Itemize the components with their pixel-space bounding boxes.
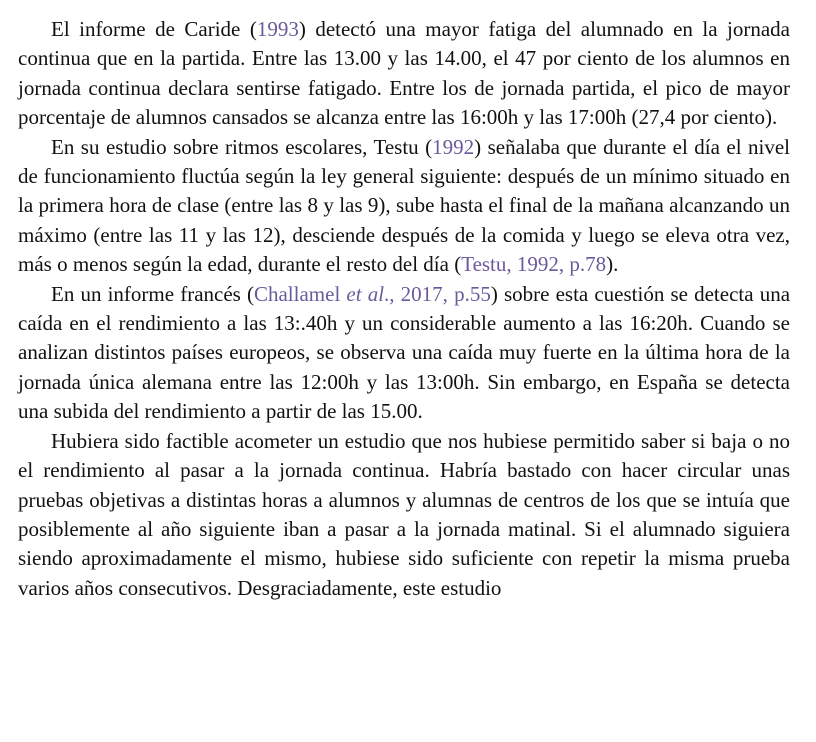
paragraph-challamel [18,280,790,427]
paragraph-text: ) sobre esta cuestión se detecta una caída en el rendimiento a las 13:.40h y un considerable aumento a las 16:20h. Cuando se analizan distintos países europeos, se observa una caída muy fuerte en la última hora de la jornada única alemana entre las 12:00h y las 13:00h. Sin embargo, en España se detecta una subida del rendimiento a partir de las 15.00. [18,281,791,424]
citation-link[interactable]: ., 2017, p.55 [384,281,491,306]
paragraph-text: ) detectó una mayor fatiga del alumnado en la jornada continua que en la partida. Entre las 13.00 y las 14.00, el 47 por ciento de los alumnos en jornada continua declara sentirse fatigado. Entre los de jornada partida, el pico de mayor porcentaje de alumnos cansados se alcanza entre las 16:00h y las 17:00h (27,4 por ciento). [18,17,790,130]
citation-link[interactable]: 1992 [432,134,475,159]
paragraph-text: ) señalaba que durante el día el nivel de funcionamiento fluctúa según la ley general siguiente: después de un mínimo situado en la primera hora de clase (entre las 8 y las 9), sube hasta el final de la mañana alcanzando un máximo (entre las 11 y las 12), desciende después de la comida y luego se eleva otra vez, más o menos según la edad, durante el resto del día ( [18,134,791,277]
citation-link[interactable]: 1993 [256,17,299,41]
paragraph-text: Hubiera sido factible acometer un estudio que nos hubiese permitido saber si baja o no el rendimiento al pasar a la jornada continua. Habría bastado con hacer circular unas pruebas objetivas a distintas horas a alumnos y alumnas de centros de los que se intuía que posiblemente al año siguiente iban a pasar a la jornada matinal. Si el alumnado siguiera siendo aproximadamente el mismo, hubiese sido suficiente con repetir la misma prueba varios años consecutivos. Desgraciadamente, este estudio [18,428,790,600]
paragraph-testu [18,133,790,280]
paragraph-text: El informe de Caride ( [51,17,257,41]
paragraph-text: ). [606,252,619,277]
paragraph-estudio [18,427,790,603]
citation-link[interactable]: et al [346,281,385,306]
document-body [18,15,790,603]
citation-link[interactable]: Testu, 1992, p.78 [461,252,607,277]
paragraph-caride [18,15,790,133]
paragraph-text: En un informe francés ( [51,281,254,306]
paragraph-text: En su estudio sobre ritmos escolares, Testu ( [51,134,433,159]
citation-link[interactable]: Challamel [253,281,347,306]
